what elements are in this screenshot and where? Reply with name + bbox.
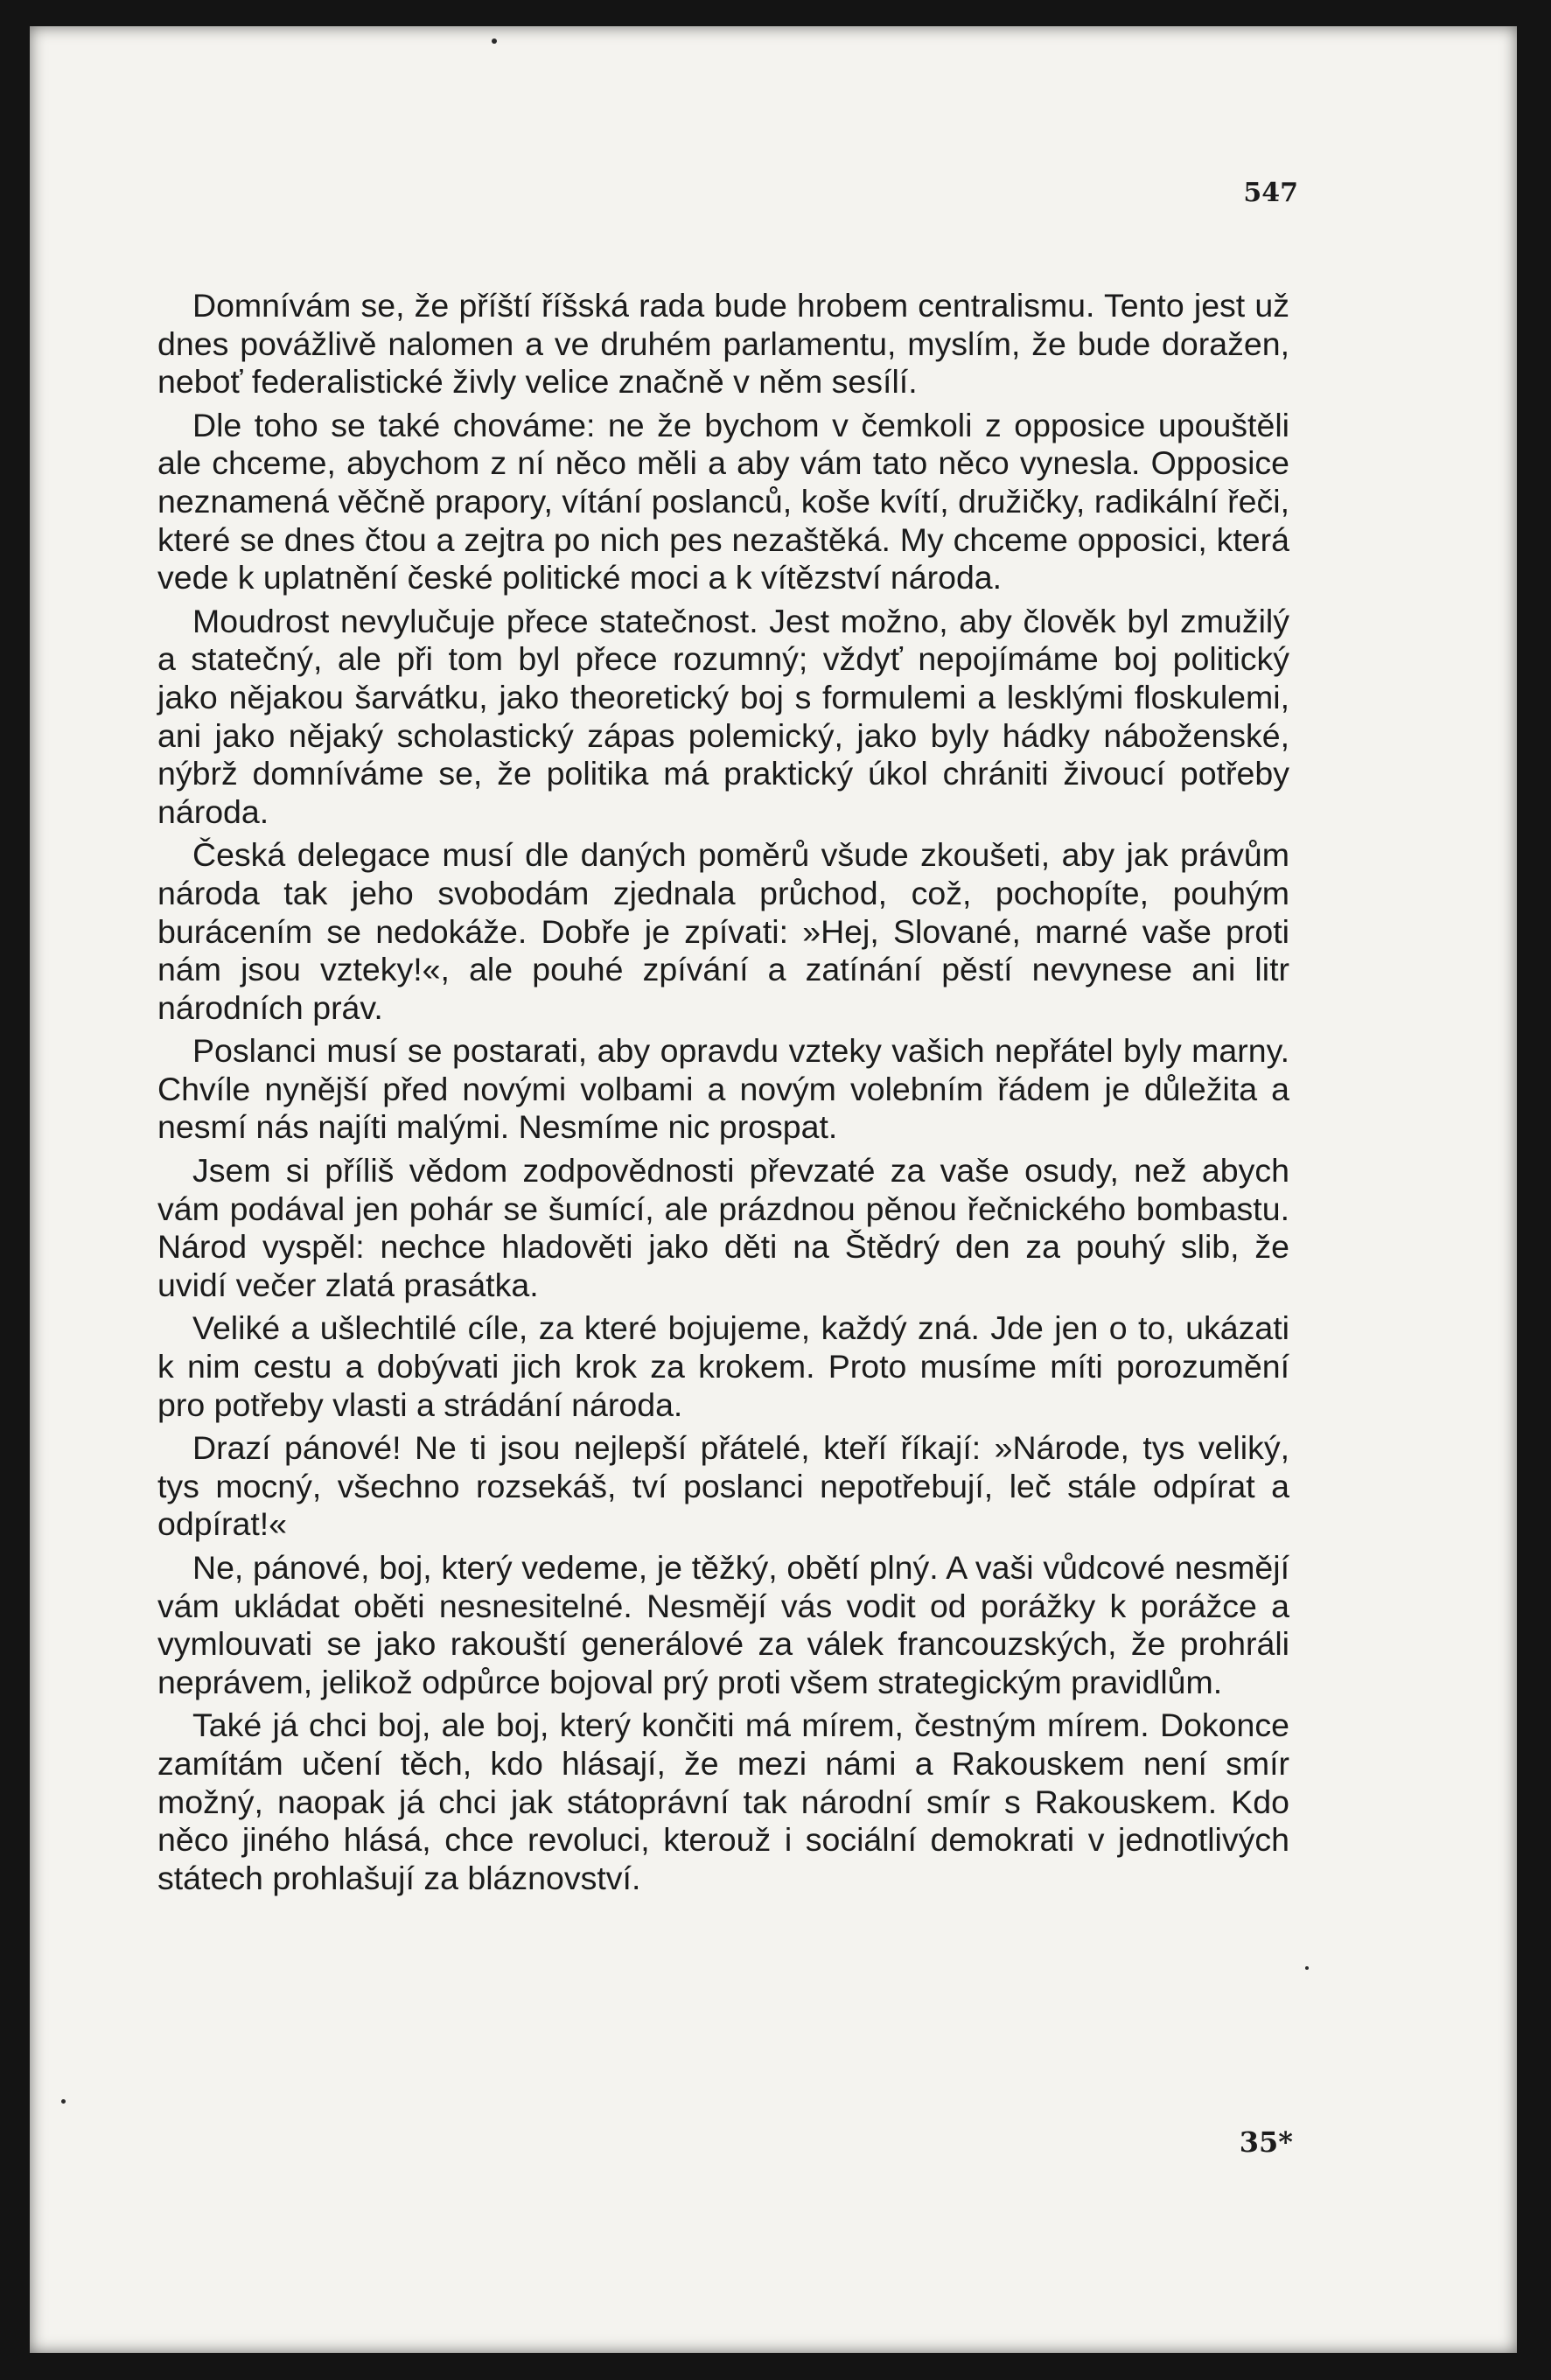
scan-speck bbox=[1305, 1966, 1309, 1970]
paragraph: Jsem si příliš vědom zodpovědnosti převzaté za vaše osudy, než abych vám podával jen pohár se šumící, ale prázdnou pěnou řečnického bombastu. Národ vyspěl: nechce hladověti jako děti na Štědrý den za pouhý slib, že uvidí večer zlatá prasátka. bbox=[157, 1152, 1289, 1303]
paragraph: Poslanci musí se postarati, aby opravdu vzteky vašich nepřátel byly marny. Chvíle nynější před novými volbami a novým volebním řádem je důležita a nesmí nás najíti malými. Nesmíme nic prospat. bbox=[157, 1032, 1289, 1146]
paragraph: Veliké a ušlechtilé cíle, za které bojujeme, každý zná. Jde jen o to, ukázati k nim cestu a dobývati jich krok za krokem. Proto musíme míti porozumění pro potřeby vlasti a strádání národa. bbox=[157, 1309, 1289, 1423]
paragraph: Česká delegace musí dle daných poměrů všude zkoušeti, aby jak právům národa tak jeho svobodám zjednala průchod, což, pochopíte, pouhým burácením se nedokáže. Dobře je zpívati: »Hej, Slované, marné vaše proti nám jsou vzteky!«, ale pouhé zpívání a zatínání pěstí nevynese ani litr národních práv. bbox=[157, 836, 1289, 1026]
body-text bbox=[157, 287, 1289, 1902]
paragraph: Drazí pánové! Ne ti jsou nejlepší přátelé, kteří říkají: »Národe, tys veliký, tys mocný, všechno rozsekáš, tví poslanci nepotřebují, leč stále odpírat a odpírat!« bbox=[157, 1429, 1289, 1543]
scan-speck bbox=[61, 2099, 66, 2104]
paragraph: Moudrost nevylučuje přece statečnost. Jest možno, aby člověk byl zmužilý a statečný, ale při tom byl přece rozumný; vždyť nepojímáme boj politický jako nějakou šarvátku, jako theoretický boj s formulemi a lesklými floskulemi, ani jako nějaký scholastický zápas polemický, jako byly hádky náboženské, nýbrž domníváme se, že politika má praktický úkol chrániti živoucí potřeby národa. bbox=[157, 602, 1289, 830]
book-page bbox=[30, 26, 1517, 2353]
signature-mark: 35* bbox=[1239, 2125, 1293, 2159]
page-number: 547 bbox=[1243, 178, 1298, 208]
scan-speck bbox=[492, 38, 497, 44]
paragraph: Domnívám se, že příští říšská rada bude hrobem centralismu. Tento jest už dnes povážlivě nalomen a ve druhém parlamentu, myslím, že bude doražen, neboť federalistické živly velice značně v něm sesílí. bbox=[157, 287, 1289, 401]
paragraph: Ne, pánové, boj, který vedeme, je těžký, obětí plný. A vaši vůdcové nesmějí vám ukládat oběti nesnesitelné. Nesmějí vás vodit od porážky k porážce a vymlouvati se jako rakouští generálové za válek francouzských, že prohráli neprávem, jelikož odpůrce bojoval prý proti všem strategickým pravidlům. bbox=[157, 1549, 1289, 1700]
paragraph: Také já chci boj, ale boj, který končiti má mírem, čestným mírem. Dokonce zamítám učení těch, kdo hlásají, že mezi námi a Rakouskem není smír možný, naopak já chci jak státoprávní tak národní smír s Rakouskem. Kdo něco jiného hlásá, chce revoluci, kterouž i sociální demokrati v jednotlivých státech prohlašují za bláznovství. bbox=[157, 1706, 1289, 1896]
paragraph: Dle toho se také chováme: ne že bychom v čemkoli z opposice upouštěli ale chceme, abychom z ní něco měli a aby vám tato něco vynesla. Opposice neznamená věčně prapory, vítání poslanců, koše kvítí, družičky, radikální řeči, které se dnes čtou a zejtra po nich pes nezaštěká. My chceme opposici, která vede k uplatnění české politické moci a k vítězství národa. bbox=[157, 406, 1289, 597]
